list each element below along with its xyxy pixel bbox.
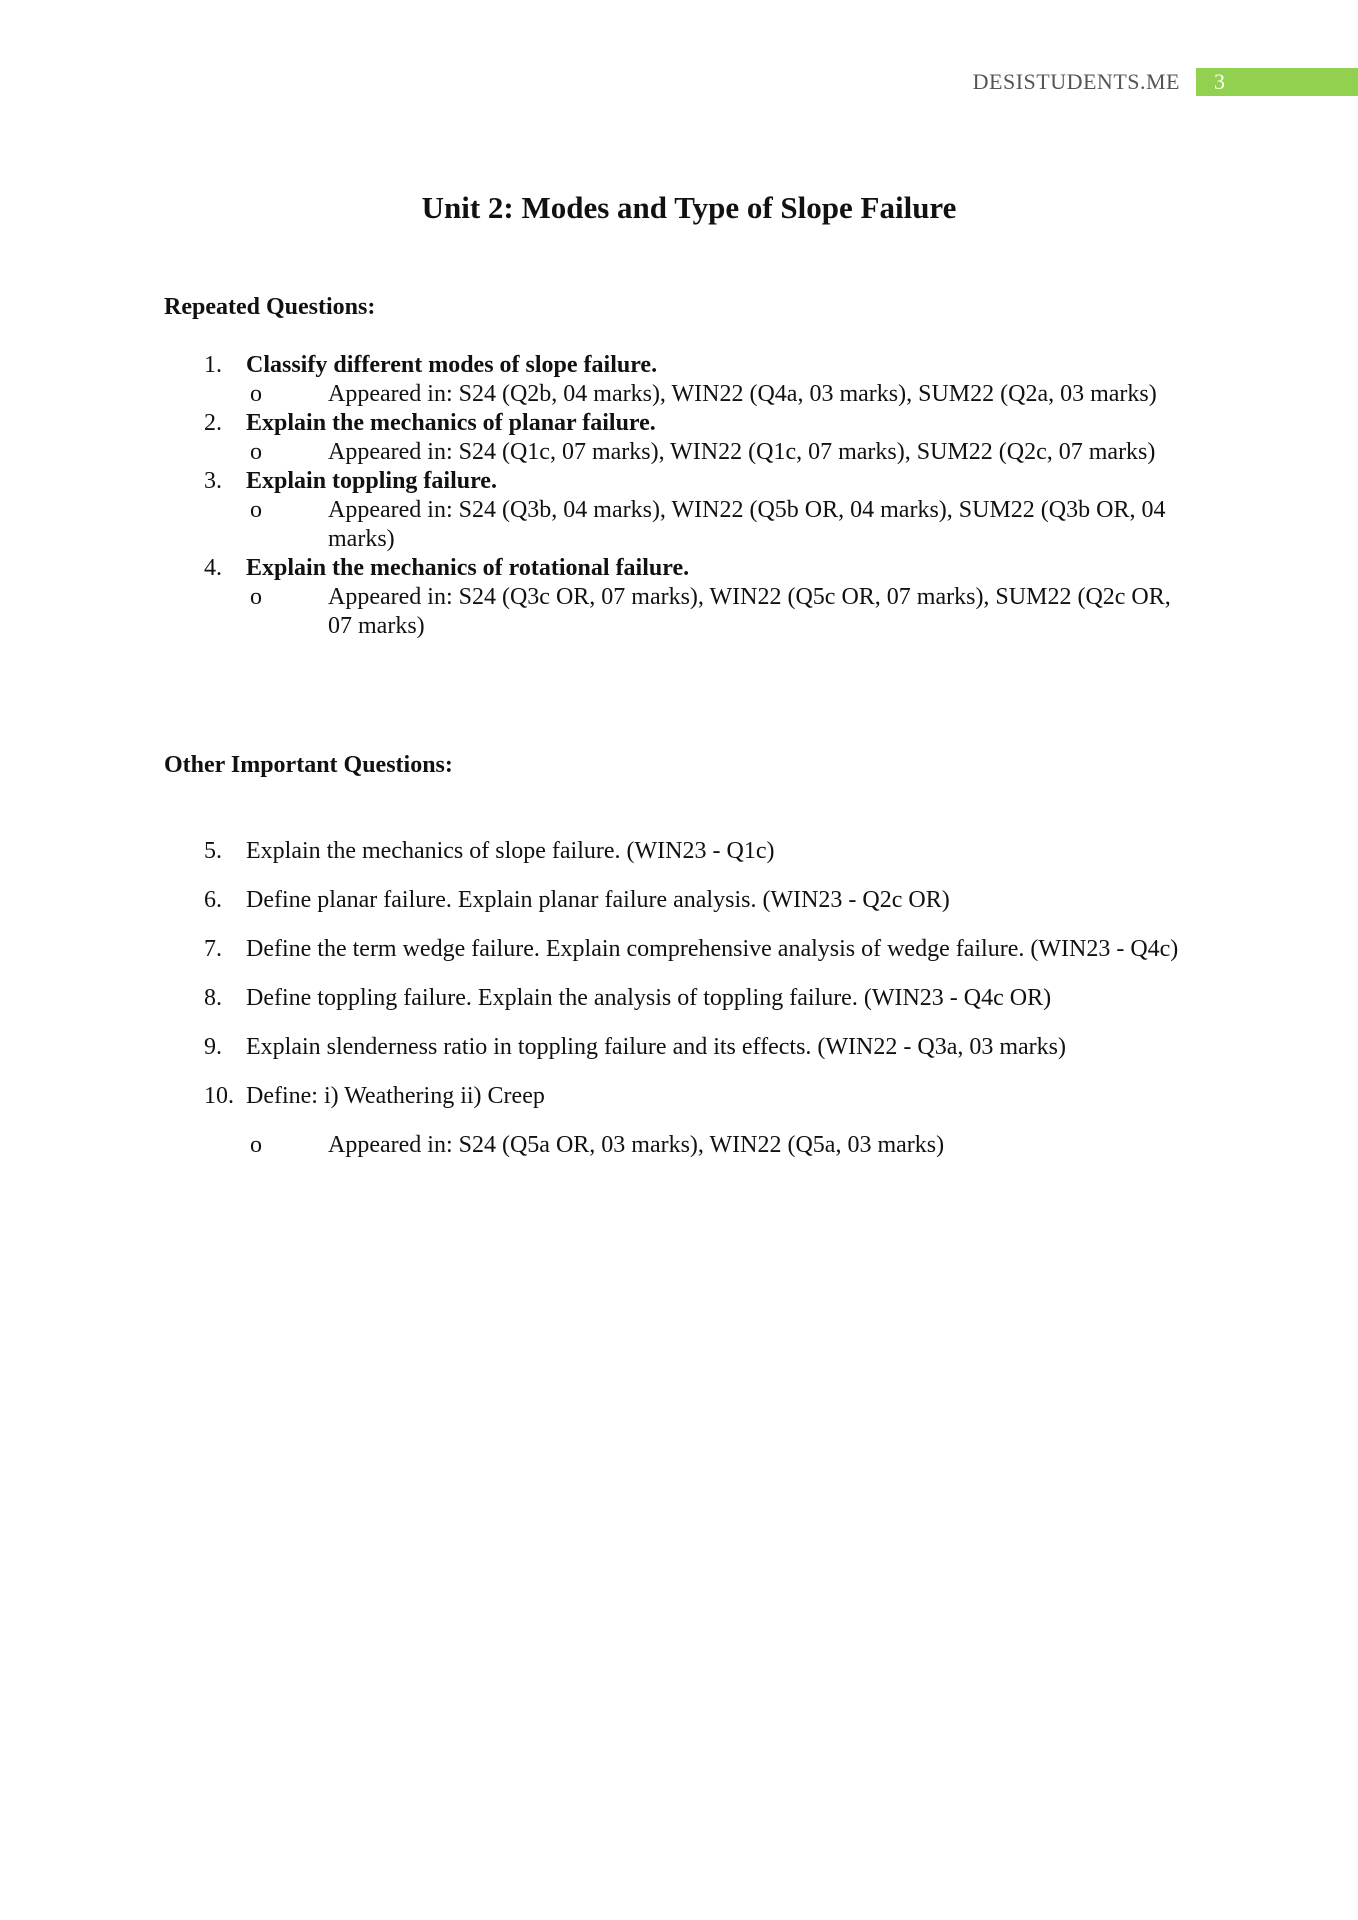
appeared-in <box>246 1131 1184 1160</box>
question-number: 9. <box>204 1034 222 1060</box>
list-item <box>164 886 1184 915</box>
list-item <box>164 351 1194 409</box>
header-brand: DESISTUDENTS.ME <box>972 69 1180 94</box>
bullet-icon: o <box>250 439 262 465</box>
appeared-text: Appeared in: S24 (Q2b, 04 marks), WIN22 (Q4a, 03 marks), SUM22 (Q2a, 03 marks) <box>328 381 1157 407</box>
question-number: 7. <box>204 936 222 962</box>
appeared-in <box>246 583 1194 641</box>
question-number: 6. <box>204 887 222 913</box>
appeared-in <box>246 438 1194 467</box>
question-number: 1. <box>204 352 222 378</box>
list-item <box>164 984 1184 1013</box>
appeared-in <box>246 496 1194 554</box>
page-header <box>973 68 1358 96</box>
list-item <box>164 467 1194 554</box>
question-text: Define planar failure. Explain planar failure analysis. (WIN23 - Q2c OR) <box>246 887 950 913</box>
bullet-icon: o <box>250 497 262 523</box>
list-item <box>164 837 1184 866</box>
bullet-icon: o <box>250 381 262 407</box>
question-text: Explain the mechanics of rotational failure. <box>246 555 690 581</box>
bullet-icon: o <box>250 1132 262 1158</box>
question-text: Classify different modes of slope failure. <box>246 352 658 378</box>
page-title: Unit 2: Modes and Type of Slope Failure <box>421 190 957 225</box>
question-number: 4. <box>204 555 222 581</box>
other-questions-list <box>164 837 1184 1180</box>
appeared-in <box>246 380 1194 409</box>
list-item <box>164 935 1184 964</box>
question-number: 2. <box>204 410 222 436</box>
bullet-icon: o <box>250 584 262 610</box>
appeared-text: Appeared in: S24 (Q5a OR, 03 marks), WIN22 (Q5a, 03 marks) <box>328 1132 945 1158</box>
list-item <box>164 409 1194 467</box>
question-number: 5. <box>204 838 222 864</box>
appeared-text: Appeared in: S24 (Q3c OR, 07 marks), WIN22 (Q5c OR, 07 marks), SUM22 (Q2c OR, 07 marks) <box>328 584 1171 639</box>
other-questions-heading: Other Important Questions: <box>164 752 453 778</box>
list-item <box>164 1082 1184 1160</box>
repeated-questions-list <box>164 351 1194 641</box>
appeared-text: Appeared in: S24 (Q1c, 07 marks), WIN22 (Q1c, 07 marks), SUM22 (Q2c, 07 marks) <box>328 439 1156 465</box>
question-text: Explain the mechanics of slope failure. (WIN23 - Q1c) <box>246 838 775 864</box>
question-number: 3. <box>204 468 222 494</box>
list-item <box>164 1033 1184 1062</box>
question-text: Explain the mechanics of planar failure. <box>246 410 656 436</box>
question-text: Define toppling failure. Explain the analysis of toppling failure. (WIN23 - Q4c OR) <box>246 985 1052 1011</box>
list-item <box>164 554 1194 641</box>
question-text: Define: i) Weathering ii) Creep <box>246 1083 545 1109</box>
repeated-questions-heading: Repeated Questions: <box>164 294 376 320</box>
question-text: Explain toppling failure. <box>246 468 497 494</box>
question-text: Define the term wedge failure. Explain comprehensive analysis of wedge failure. (WIN23 - Q4c) <box>246 936 1179 962</box>
page-number: 3 <box>1196 68 1358 96</box>
question-number: 10. <box>204 1083 234 1109</box>
question-number: 8. <box>204 985 222 1011</box>
appeared-text: Appeared in: S24 (Q3b, 04 marks), WIN22 (Q5b OR, 04 marks), SUM22 (Q3b OR, 04 marks) <box>328 497 1166 552</box>
question-text: Explain slenderness ratio in toppling failure and its effects. (WIN22 - Q3a, 03 marks) <box>246 1034 1066 1060</box>
